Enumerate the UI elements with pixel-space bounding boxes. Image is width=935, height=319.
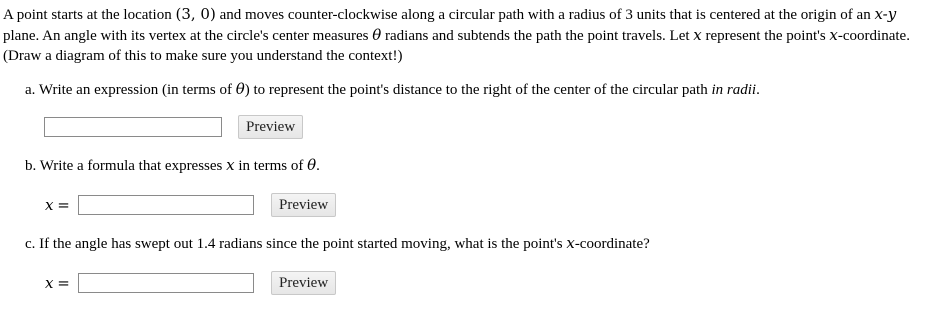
x-variable: x <box>566 234 575 252</box>
intro-text-6: -coordinate. (Draw a diagram of this to make sure you understand the context!) <box>3 28 910 64</box>
x-variable: x <box>829 26 838 44</box>
equals-sign: = <box>57 274 70 292</box>
problem-statement <box>3 4 931 66</box>
x-variable: x <box>45 196 54 214</box>
answer-a-input[interactable] <box>44 117 222 137</box>
intro-text-3: plane. An angle with its vertex at the circle's center measures <box>3 28 373 44</box>
equation-label-c <box>45 273 70 294</box>
start-point: (3, 0) <box>175 5 216 23</box>
intro-text-1: A point starts at the location <box>3 7 176 23</box>
plane-label: x-y <box>874 5 897 23</box>
intro-text-4: radians and subtends the path the point travels. Let <box>381 28 694 44</box>
theta-symbol: θ <box>307 156 317 174</box>
question-b-end: . <box>316 158 320 174</box>
question-c-end: -coordinate? <box>574 236 650 252</box>
theta-symbol: θ <box>235 80 245 98</box>
intro-text-5: represent the point's <box>701 28 830 44</box>
unit-label: in radii <box>711 82 757 98</box>
question-b <box>25 155 320 176</box>
preview-b-button[interactable]: Preview <box>271 193 336 217</box>
equation-label-b <box>45 195 70 216</box>
question-b-prefix: b. Write a formula that expresses <box>25 158 227 174</box>
intro-text-2: and moves counter-clockwise along a circular path with a radius of 3 units that is centered at the origin of an <box>215 7 875 23</box>
question-c <box>25 233 650 254</box>
x-variable: x <box>693 26 702 44</box>
preview-c-button[interactable]: Preview <box>271 271 336 295</box>
preview-a-button[interactable]: Preview <box>238 115 303 139</box>
answer-b-input[interactable] <box>78 195 254 215</box>
question-a <box>25 79 760 100</box>
answer-c-input[interactable] <box>78 273 254 293</box>
x-variable: x <box>45 274 54 292</box>
x-variable: x <box>226 156 235 174</box>
question-a-mid: ) to represent the point's distance to the right of the center of the circular path <box>244 82 712 98</box>
question-b-mid: in terms of <box>234 158 308 174</box>
question-c-text: c. If the angle has swept out 1.4 radians since the point started moving, what is the point's <box>25 236 567 252</box>
question-a-prefix: a. Write an expression (in terms of <box>25 82 236 98</box>
theta-symbol: θ <box>372 26 382 44</box>
equals-sign: = <box>57 196 70 214</box>
question-a-end: . <box>756 82 760 98</box>
